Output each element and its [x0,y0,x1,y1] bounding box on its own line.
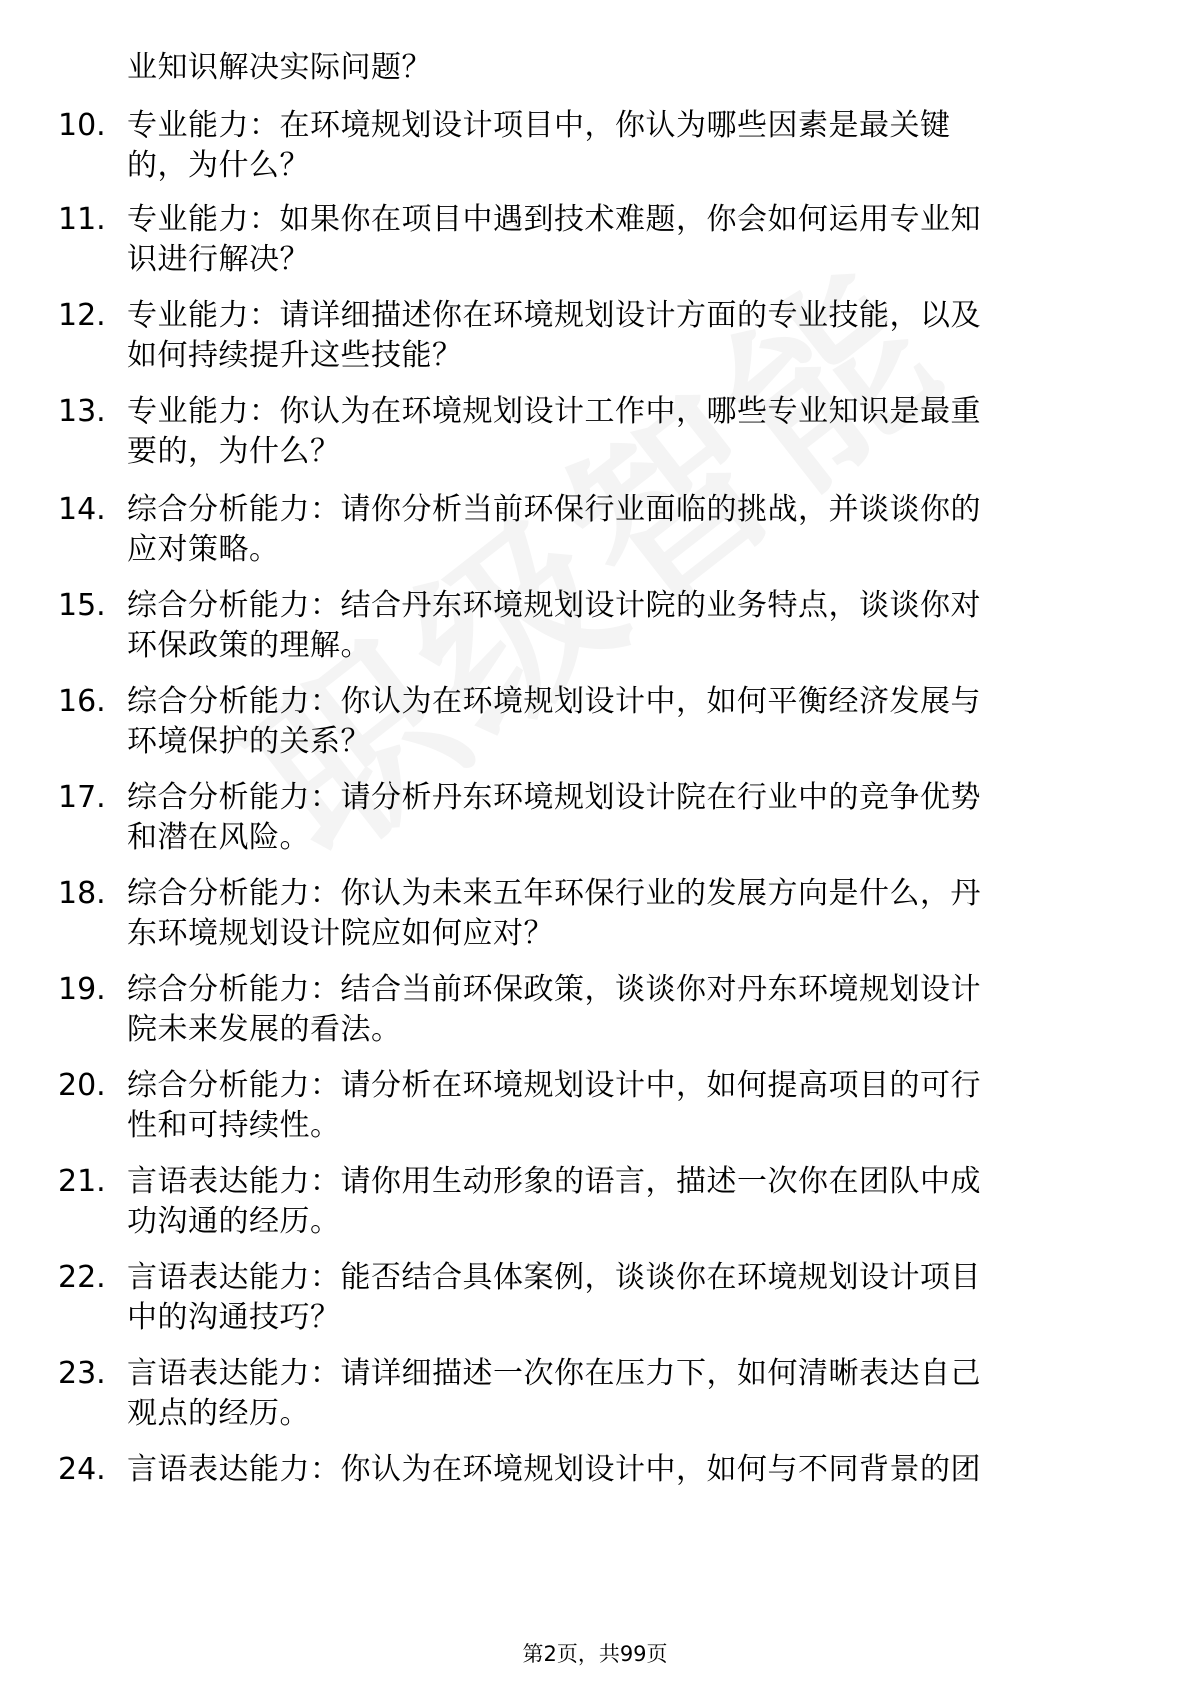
question-line: 综合分析能力：请分析丹东环境规划设计院在行业中的竞争优势 [127,780,981,815]
question-number: 22. [58,1260,106,1295]
question-number: 13. [58,394,106,429]
question-line: 专业能力：在环境规划设计项目中，你认为哪些因素是最关键 [127,108,951,143]
question-number: 16. [58,684,106,719]
question-line: 综合分析能力：你认为未来五年环保行业的发展方向是什么，丹 [127,876,981,911]
question-number: 12. [58,298,106,333]
question-line: 的，为什么？ [127,148,310,183]
question-line: 环境保护的关系？ [127,724,371,759]
page-footer: 第2页，共99页 [522,1642,668,1666]
question-line: 言语表达能力：你认为在环境规划设计中，如何与不同背景的团 [127,1452,981,1487]
question-line: 言语表达能力：请你用生动形象的语言，描述一次你在团队中成 [127,1164,981,1199]
question-line: 观点的经历。 [127,1396,310,1431]
question-number: 19. [58,972,106,1007]
question-line: 要的，为什么？ [127,434,341,469]
question-line: 性和可持续性。 [127,1108,341,1143]
question-number: 15. [58,588,106,623]
question-line: 专业能力：请详细描述你在环境规划设计方面的专业技能，以及 [127,298,981,333]
question-line: 如何持续提升这些技能？ [127,338,463,373]
question-number: 18. [58,876,106,911]
question-line: 环保政策的理解。 [127,628,371,663]
question-number: 23. [58,1356,106,1391]
question-line: 业知识解决实际问题？ [127,50,432,85]
question-number: 20. [58,1068,106,1103]
question-line: 中的沟通技巧？ [127,1300,341,1335]
question-number: 10. [58,108,106,143]
question-line: 言语表达能力：请详细描述一次你在压力下，如何清晰表达自己 [127,1356,981,1391]
question-number: 17. [58,780,106,815]
question-line: 功沟通的经历。 [127,1204,341,1239]
question-line: 识进行解决？ [127,242,310,277]
question-number: 14. [58,492,106,527]
question-line: 言语表达能力：能否结合具体案例，谈谈你在环境规划设计项目 [127,1260,981,1295]
question-line: 综合分析能力：结合当前环保政策，谈谈你对丹东环境规划设计 [127,972,981,1007]
question-number: 24. [58,1452,106,1487]
question-line: 东环境规划设计院应如何应对？ [127,916,554,951]
question-number: 21. [58,1164,106,1199]
question-line: 综合分析能力：结合丹东环境规划设计院的业务特点，谈谈你对 [127,588,981,623]
question-number: 11. [58,202,106,237]
question-line: 专业能力：如果你在项目中遇到技术难题，你会如何运用专业知 [127,202,981,237]
question-line: 综合分析能力：你认为在环境规划设计中，如何平衡经济发展与 [127,684,981,719]
question-line: 和潜在风险。 [127,820,310,855]
question-line: 院未来发展的看法。 [127,1012,402,1047]
question-line: 专业能力：你认为在环境规划设计工作中，哪些专业知识是最重 [127,394,981,429]
question-line: 综合分析能力：请你分析当前环保行业面临的挑战，并谈谈你的 [127,492,981,527]
question-line: 应对策略。 [127,532,280,567]
question-line: 综合分析能力：请分析在环境规划设计中，如何提高项目的可行 [127,1068,981,1103]
